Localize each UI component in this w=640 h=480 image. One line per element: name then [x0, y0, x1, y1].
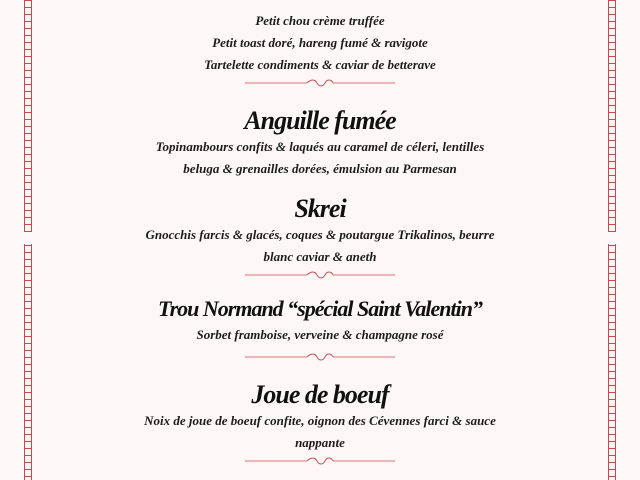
- dish-title: Trou Normand “spécial Saint Valentin”: [157, 296, 483, 321]
- dish-description-line: Sorbet framboise, verveine & champagne rosé: [196, 327, 444, 342]
- dish-description-line: Topinambours confits & laqués au caramel de céleri, lentilles: [155, 139, 485, 154]
- divider-ornament-icon: [245, 78, 395, 88]
- divider-ornament-icon: [245, 270, 395, 280]
- dish-section-trou-normand: [70, 294, 570, 362]
- amuse-line: Petit chou crème truffée: [255, 13, 385, 28]
- dish-title: Anguille fumée: [244, 106, 396, 135]
- amuse-line: Tartelette condiments & caviar de betterave: [204, 57, 436, 72]
- dish-title: Skrei: [294, 194, 346, 223]
- border-gap: [22, 232, 34, 244]
- dish-description-line: Gnocchis farcis & glacés, coques & poutargue Trikalinos, beurre: [145, 227, 495, 242]
- left-decorative-border: [24, 0, 32, 480]
- dish-description-line: blanc caviar & aneth: [263, 249, 377, 264]
- dish-description-line: beluga & grenailles dorées, émulsion au Parmesan: [183, 161, 457, 176]
- dish-description-line: nappante: [295, 435, 345, 450]
- dish-description-line: Noix de joue de boeuf confite, oignon des Cévennes farci & sauce: [144, 413, 496, 428]
- amuse-bouche-section: [70, 10, 570, 88]
- dish-title: Joue de boeuf: [251, 380, 389, 409]
- dish-section-skrei: [70, 194, 570, 280]
- border-gap: [606, 232, 618, 244]
- divider-ornament-icon: [245, 456, 395, 466]
- dish-section-joue-de-boeuf: [70, 380, 570, 466]
- divider-ornament-icon: [245, 352, 395, 362]
- right-decorative-border: [608, 0, 616, 480]
- dish-section-anguille: [70, 106, 570, 180]
- amuse-line: Petit toast doré, hareng fumé & ravigote: [212, 35, 428, 50]
